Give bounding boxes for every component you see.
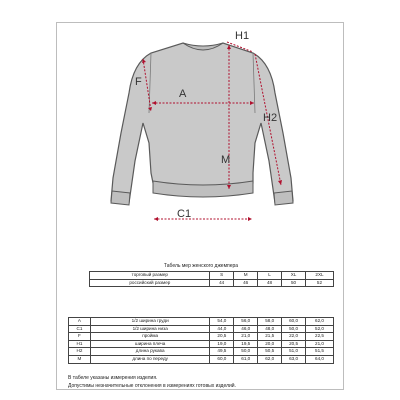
table-title: Табель мер женского джемпера: [163, 263, 239, 269]
cell-value: 19,0: [210, 340, 234, 348]
russian-size-row: [68, 279, 334, 287]
cell-value: 51,0: [282, 348, 306, 356]
cell-value: 21,0: [306, 340, 334, 348]
size-header-table: [68, 271, 334, 287]
note-tolerance: Допустимы незначительные отклонения в измерениях готовых изделий.: [68, 383, 236, 389]
ru-size-46: 46: [234, 279, 258, 287]
row-code: C1: [69, 325, 91, 333]
cell-value: 60,0: [210, 355, 234, 363]
row-code: H2: [69, 348, 91, 356]
cell-value: 19,5: [234, 340, 258, 348]
label-h1: H1: [235, 30, 250, 42]
size-xl: XL: [282, 272, 306, 280]
note-measurements: В табеле указаны измерения изделия.: [68, 375, 158, 381]
label-c1: C1: [177, 208, 192, 220]
size-chart-card: [56, 22, 344, 390]
ru-size-44: 44: [210, 279, 234, 287]
row-name: пройма: [90, 333, 210, 341]
cell-value: 22,0: [282, 333, 306, 341]
table-row: [69, 355, 334, 363]
measurements-table: [68, 317, 334, 364]
cell-value: 20,5: [210, 333, 234, 341]
size-l: L: [258, 272, 282, 280]
table-row: [69, 325, 334, 333]
cell-value: 44,0: [210, 325, 234, 333]
label-m: M: [221, 154, 231, 166]
cell-value: 52,0: [306, 325, 334, 333]
row-code: M: [69, 355, 91, 363]
cell-value: 54,0: [210, 318, 234, 326]
row-code: A: [69, 318, 91, 326]
size-s: S: [210, 272, 234, 280]
cell-value: 61,0: [234, 355, 258, 363]
cell-value: 58,0: [258, 318, 282, 326]
row-name: 1/2 ширина низа: [90, 325, 210, 333]
cell-value: 21,5: [258, 333, 282, 341]
row-name: 1/2 ширина груди: [90, 318, 210, 326]
size-2xl: 2XL: [305, 272, 333, 280]
ru-size-52: 52: [305, 279, 333, 287]
cell-value: 49,5: [210, 348, 234, 356]
cell-value: 22,5: [306, 333, 334, 341]
cell-value: 50,5: [258, 348, 282, 356]
table-row: [69, 318, 334, 326]
right-cuff: [274, 191, 293, 205]
row-name: ширина плеча: [90, 340, 210, 348]
trade-size-label: торговый размер: [90, 272, 210, 280]
sweater-diagram: [57, 23, 345, 263]
cell-value: 62,0: [306, 318, 334, 326]
row-code: F: [69, 333, 91, 341]
cell-value: 63,0: [282, 355, 306, 363]
cell-value: 62,0: [258, 355, 282, 363]
left-cuff: [111, 191, 130, 205]
size-m: M: [234, 272, 258, 280]
table-row: [69, 333, 334, 341]
cell-value: 20,5: [282, 340, 306, 348]
row-name: длина по переду: [90, 355, 210, 363]
russian-size-label: российский размер: [90, 279, 210, 287]
row-name: длина рукава: [90, 348, 210, 356]
ru-size-50: 50: [282, 279, 306, 287]
trade-size-row: [68, 272, 334, 280]
cell-value: 20,0: [258, 340, 282, 348]
cell-value: 48,0: [258, 325, 282, 333]
row-code: H1: [69, 340, 91, 348]
label-h2: H2: [263, 112, 278, 124]
label-f: F: [135, 76, 142, 88]
table-row: [69, 348, 334, 356]
cell-value: 46,0: [234, 325, 258, 333]
label-a: A: [179, 88, 187, 100]
cell-value: 50,0: [282, 325, 306, 333]
cell-value: 50,0: [234, 348, 258, 356]
cell-value: 60,0: [282, 318, 306, 326]
cell-value: 56,0: [234, 318, 258, 326]
cell-value: 64,0: [306, 355, 334, 363]
ru-size-48: 48: [258, 279, 282, 287]
cell-value: 21,0: [234, 333, 258, 341]
table-row: [69, 340, 334, 348]
cell-value: 51,5: [306, 348, 334, 356]
